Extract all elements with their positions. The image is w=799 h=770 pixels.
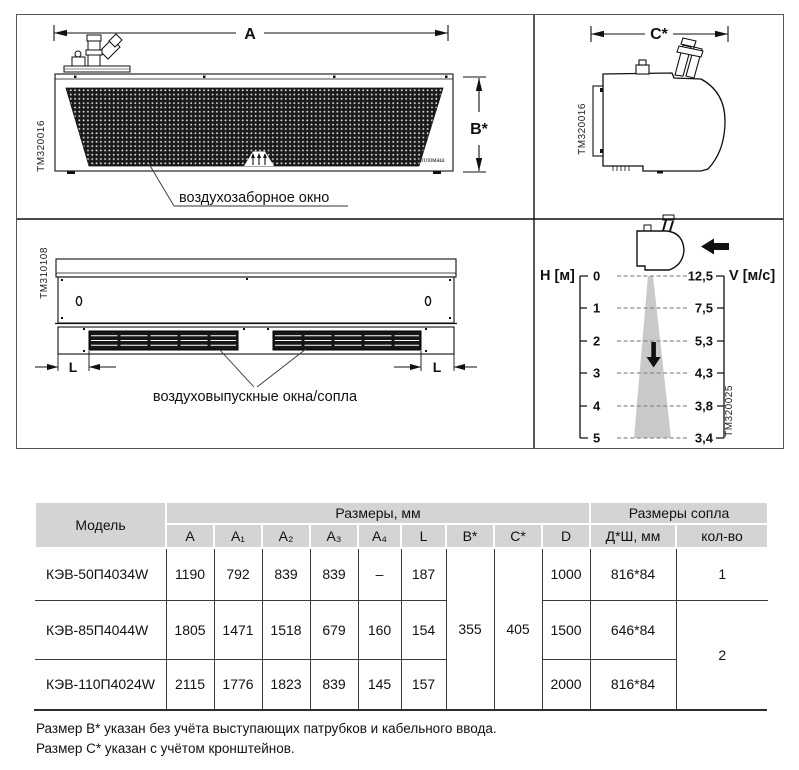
callout-outlet-windows: воздуховыпускные окна/сопла [152, 389, 358, 405]
tm-code-front: TM320016 [36, 120, 47, 172]
v-value-3: 4,3 [694, 365, 713, 381]
v-value-1: 7,5 [694, 300, 713, 316]
cell-a4: – [358, 548, 401, 600]
outlet-grille-right [273, 331, 421, 350]
side-body-profile [603, 73, 725, 171]
header-col-a4: A₄ [358, 524, 401, 548]
mount-hole-left [76, 297, 81, 306]
v-axis [688, 269, 724, 446]
v-axis-label: V [м/с] [729, 268, 776, 284]
cell-l: 157 [401, 659, 446, 709]
cell-a1: 1776 [214, 659, 262, 709]
table-row [35, 659, 768, 709]
h-tick-3: 3 [593, 365, 601, 381]
cell-qty-merged: 2 [676, 600, 768, 709]
cell-model: КЭВ-85П4044W [35, 600, 166, 659]
mini-unit [637, 215, 684, 270]
cell-a4: 160 [358, 600, 401, 659]
table-row [35, 548, 768, 600]
footnotes [36, 719, 497, 759]
cell-a3: 679 [310, 600, 358, 659]
cell-d: 1000 [542, 548, 590, 600]
tm-code-bottom: TM310108 [39, 247, 50, 299]
dim-label-a: A [244, 26, 256, 43]
dim-label-b: B* [470, 121, 488, 138]
h-tick-2: 2 [593, 333, 601, 349]
dimension-b [463, 77, 489, 172]
brand-logo-text: Тепломаш [415, 158, 445, 164]
cell-a2: 1518 [262, 600, 310, 659]
footnote-b: Размер B* указан без учёта выступающих патрубков и кабельного ввода. [36, 721, 497, 736]
bottom-top-strip [56, 259, 456, 277]
dimensions-table [34, 501, 769, 709]
cell-a2: 839 [262, 548, 310, 600]
mounting-bracket [593, 86, 603, 156]
side-pipes [675, 38, 703, 78]
dim-label-l-right: L [432, 359, 442, 375]
h-tick-0: 0 [593, 268, 601, 284]
cell-a2: 1823 [262, 659, 310, 709]
cell-c-merged: 405 [494, 548, 542, 709]
intake-direction-arrow-icon [701, 239, 729, 255]
front-view-drawing [36, 25, 489, 206]
h-tick-1: 1 [593, 300, 601, 316]
footnote-c: Размер C* указан с учётом кронштейнов. [36, 741, 295, 756]
pipe-connections [64, 34, 130, 72]
bottom-body [58, 277, 454, 323]
dimension-c [591, 26, 728, 43]
cell-a: 1190 [166, 548, 214, 600]
tm-code-side: TM320016 [577, 103, 588, 155]
cell-nozzle: 816*84 [590, 659, 676, 709]
cell-model: КЭВ-110П4024W [46, 676, 155, 693]
cell-a: 1805 [166, 600, 214, 659]
bottom-view-drawing [35, 247, 477, 405]
cell-d: 1500 [542, 600, 590, 659]
header-col-qty: кол-во [676, 524, 768, 548]
v-value-4: 3,8 [694, 398, 713, 414]
callout-intake-window: воздухозаборное окно [179, 190, 330, 206]
cell-b-merged: 355 [446, 548, 494, 709]
header-model: Модель [35, 502, 166, 548]
mount-hole-right [425, 297, 430, 306]
header-col-a: A [166, 524, 214, 548]
spec-table-wrap [34, 501, 767, 711]
table-row [35, 600, 768, 659]
cell-l: 154 [401, 600, 446, 659]
header-col-b: B* [446, 524, 494, 548]
cell-a1: 1471 [214, 600, 262, 659]
cell-a1: 792 [214, 548, 262, 600]
h-axis-label: H [м] [540, 268, 575, 284]
cell-a4: 145 [358, 659, 401, 709]
header-col-l: L [401, 524, 446, 548]
header-col-a1: A₁ [214, 524, 262, 548]
tm-code-chart: TM320025 [724, 385, 735, 437]
header-col-a3: A₃ [310, 524, 358, 548]
v-value-5: 3,4 [694, 430, 713, 446]
header-group-nozzle: Размеры сопла [590, 502, 768, 524]
h-axis [580, 269, 601, 446]
dim-label-c: C* [650, 26, 668, 43]
cell-model: КЭВ-50П4034W [35, 548, 166, 600]
header-col-nozzle-size: Д*Ш, мм [590, 524, 676, 548]
dimension-drawings-panel [16, 14, 784, 449]
header-col-a2: A₂ [262, 524, 310, 548]
cell-nozzle: 646*84 [590, 600, 676, 659]
cell-qty: 1 [676, 548, 768, 600]
v-value-2: 5,3 [694, 333, 713, 349]
dimension-l-right [394, 359, 477, 375]
cell-a3: 839 [310, 659, 358, 709]
cell-nozzle: 816*84 [590, 548, 676, 600]
cell-l: 187 [401, 548, 446, 600]
dim-label-l-left: L [68, 359, 78, 375]
cell-a: 2115 [166, 659, 214, 709]
cell-a3: 839 [310, 548, 358, 600]
outlet-grille-left [89, 331, 238, 350]
drawings-svg [17, 15, 783, 448]
side-view-drawing [577, 26, 728, 174]
header-col-c: C* [494, 524, 542, 548]
airflow-chart [540, 215, 775, 446]
v-value-0: 12,5 [687, 268, 713, 284]
h-tick-5: 5 [593, 430, 601, 446]
dimension-l-left [35, 359, 116, 375]
header-group-dimensions: Размеры, мм [166, 502, 590, 524]
h-tick-4: 4 [593, 398, 601, 414]
header-col-d: D [542, 524, 590, 548]
outlet-callout [219, 349, 306, 387]
cell-d: 2000 [542, 659, 590, 709]
